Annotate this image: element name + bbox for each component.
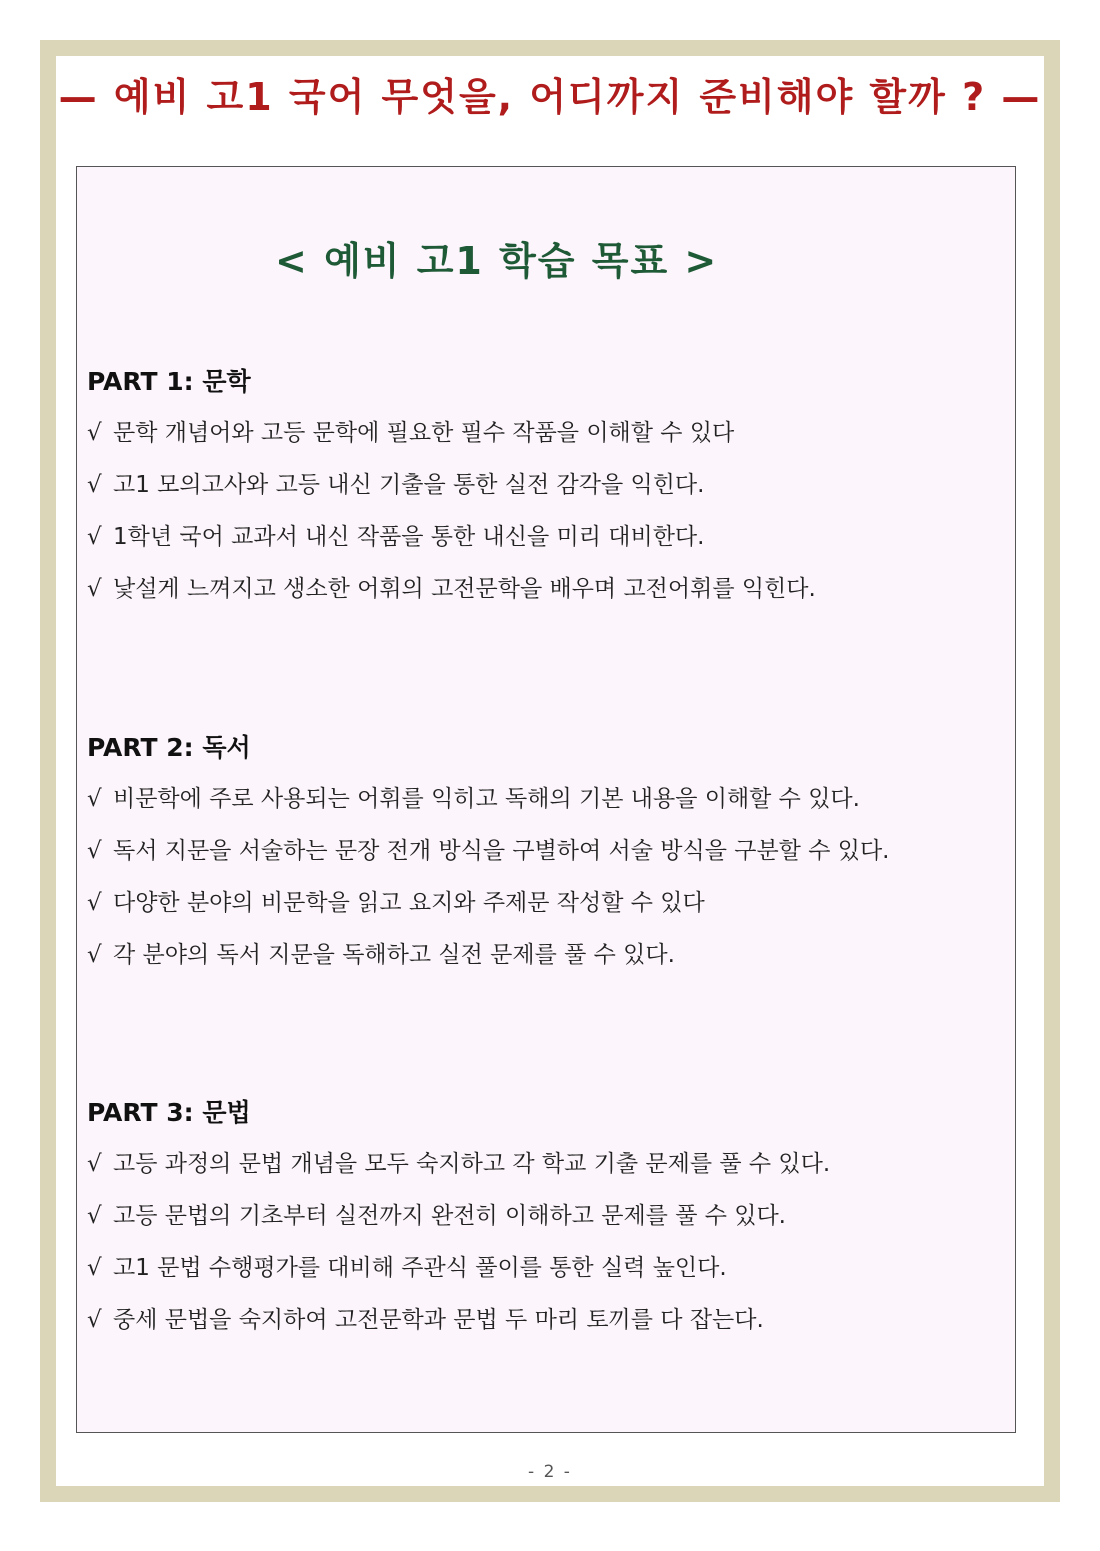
goal-item xyxy=(87,519,1002,571)
check-icon: √ xyxy=(87,1307,102,1333)
goal-text: 독서 지문을 서술하는 문장 전개 방식을 구별하여 서술 방식을 구분할 수 있다. xyxy=(113,838,890,864)
goals-title: < 예비 고1 학습 목표 > xyxy=(275,239,719,283)
check-icon: √ xyxy=(87,472,102,498)
check-icon: √ xyxy=(87,786,102,812)
part-heading: PART 1: 문학 xyxy=(87,367,251,396)
document-title: — 예비 고1 국어 무엇을, 어디까지 준비해야 할까 ? — xyxy=(58,75,1042,119)
page-number: - 2 - xyxy=(528,1462,572,1482)
goal-text: 다양한 분야의 비문학을 읽고 요지와 주제문 작성할 수 있다 xyxy=(113,890,705,916)
goal-text: 고1 모의고사와 고등 내신 기출을 통한 실전 감각을 익힌다. xyxy=(113,472,705,498)
part-3-grammar xyxy=(87,1094,1002,1354)
goal-item xyxy=(87,833,1002,885)
part-heading: PART 2: 독서 xyxy=(87,733,251,762)
check-icon: √ xyxy=(87,1203,102,1229)
goal-text: 각 분야의 독서 지문을 독해하고 실전 문제를 풀 수 있다. xyxy=(113,942,675,968)
goal-item xyxy=(87,781,1002,833)
part-heading: PART 3: 문법 xyxy=(87,1098,251,1127)
goal-item xyxy=(87,937,1002,989)
part-2-reading xyxy=(87,729,1002,989)
goal-item xyxy=(87,1146,1002,1198)
goal-item xyxy=(87,885,1002,937)
check-icon: √ xyxy=(87,1255,102,1281)
check-icon: √ xyxy=(87,420,102,446)
goal-text: 고1 문법 수행평가를 대비해 주관식 풀이를 통한 실력 높인다. xyxy=(113,1255,727,1281)
check-icon: √ xyxy=(87,838,102,864)
goal-item xyxy=(87,571,1002,623)
check-icon: √ xyxy=(87,942,102,968)
check-icon: √ xyxy=(87,890,102,916)
check-icon: √ xyxy=(87,524,102,550)
goal-text: 1학년 국어 교과서 내신 작품을 통한 내신을 미리 대비한다. xyxy=(113,524,705,550)
part-1-literature xyxy=(87,363,1002,623)
goal-text: 고등 문법의 기초부터 실전까지 완전히 이해하고 문제를 풀 수 있다. xyxy=(113,1203,786,1229)
goal-text: 고등 과정의 문법 개념을 모두 숙지하고 각 학교 기출 문제를 풀 수 있다. xyxy=(113,1151,831,1177)
goal-text: 비문학에 주로 사용되는 어휘를 익히고 독해의 기본 내용을 이해할 수 있다. xyxy=(113,786,860,812)
goal-item xyxy=(87,415,1002,467)
check-icon: √ xyxy=(87,576,102,602)
goal-item xyxy=(87,467,1002,519)
goal-text: 낯설게 느껴지고 생소한 어휘의 고전문학을 배우며 고전어휘를 익힌다. xyxy=(113,576,816,602)
goal-item xyxy=(87,1250,1002,1302)
goal-text: 문학 개념어와 고등 문학에 필요한 필수 작품을 이해할 수 있다 xyxy=(113,420,735,446)
learning-goals-box xyxy=(76,166,1016,1433)
goal-text: 중세 문법을 숙지하여 고전문학과 문법 두 마리 토끼를 다 잡는다. xyxy=(113,1307,764,1333)
goal-item xyxy=(87,1302,1002,1354)
goal-item xyxy=(87,1198,1002,1250)
check-icon: √ xyxy=(87,1151,102,1177)
